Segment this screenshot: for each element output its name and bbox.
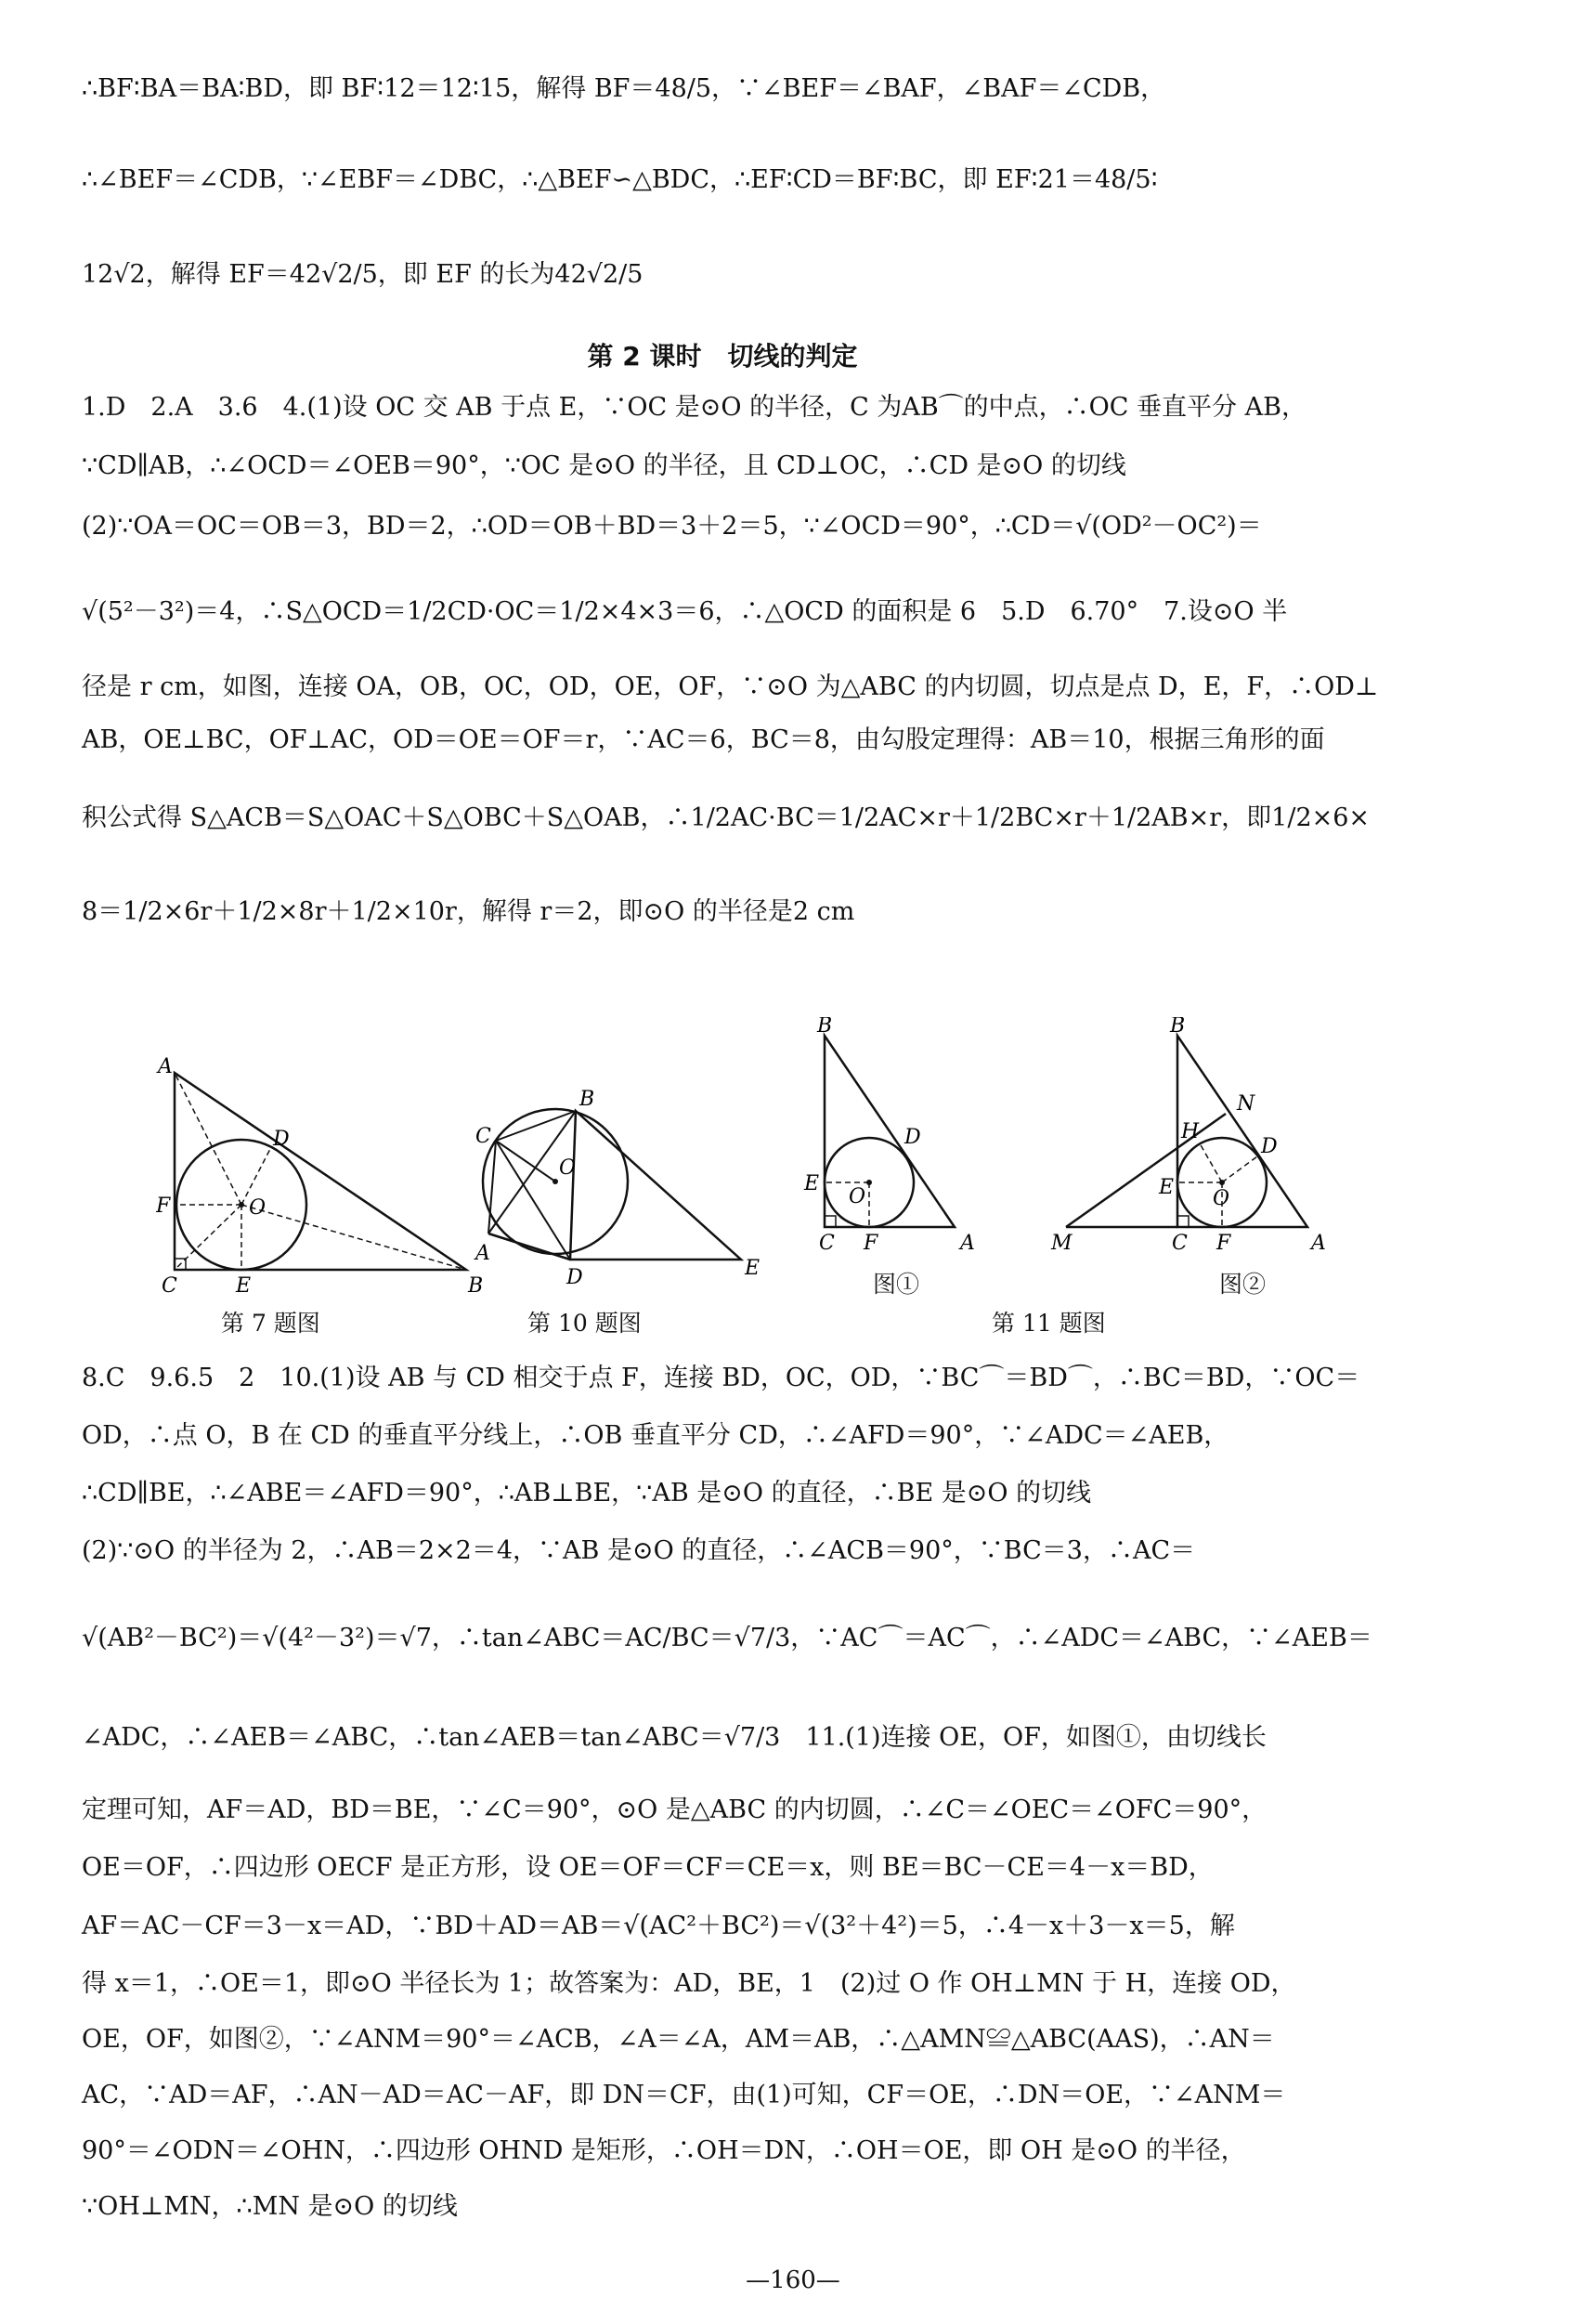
fig11b-label-D: D (1261, 1135, 1278, 1158)
text-line-22: OE，OF，如图②，∵∠ANM＝90°＝∠ACB，∠A＝∠A，AM＝AB，∴△AMN≌△ABC(AAS)，∴AN＝ (82, 2025, 1275, 2054)
figure-11-2-caption: 图② (1219, 1271, 1267, 1298)
figure-10 (462, 1077, 825, 1298)
figure-11-1 (797, 1017, 1001, 1293)
text-line-20: AF＝AC－CF＝3－x＝AD，∵BD＋AD＝AB＝√(AC²＋BC²)＝√(3²＋4²)＝5，∴4－x＋3－x＝5，解 (82, 1912, 1235, 1940)
fig7-label-O: O (249, 1196, 266, 1220)
fig10-label-C: C (475, 1125, 491, 1148)
text-line-11: 8＝1/2×6r＋1/2×8r＋1/2×10r，解得 r＝2，即⊙O 的半径是2 cm (82, 897, 855, 926)
text-line-23: AC，∵AD＝AF，∴AN－AD＝AC－AF，即 DN＝CF，由(1)可知，CF＝OE，∴DN＝OE，∵∠ANM＝ (82, 2081, 1286, 2109)
fig11b-label-H: H (1181, 1120, 1200, 1143)
text-line-5: ∵CD∥AB，∴∠OCD＝∠OEB＝90°，∵OC 是⊙O 的半径，且 CD⊥OC，∴CD 是⊙O 的切线 (82, 451, 1126, 480)
fig11b-label-B: B (1170, 1017, 1186, 1038)
page-number: —160— (746, 2266, 840, 2294)
text-line-12: 8.C 9.6.5 2 10.(1)设 AB 与 CD 相交于点 F，连接 BD，OC，OD，∵BC⌒＝BD⌒，∴BC＝BD，∵OC＝ (82, 1364, 1360, 1392)
figure-7-caption: 第 7 题图 (221, 1310, 320, 1337)
fig10-label-A: A (475, 1242, 490, 1265)
fig7-label-A: A (158, 1055, 173, 1078)
text-line-21: 得 x＝1，∴OE＝1，即⊙O 半径长为 1；故答案为：AD，BE，1 (2)过 O 作 OH⊥MN 于 H，连接 OD， (82, 1969, 1296, 1998)
fig11a-label-C: C (819, 1232, 835, 1255)
fig11b-label-E: E (1159, 1176, 1175, 1199)
fig7-label-D: D (273, 1128, 290, 1151)
figure-7 (156, 1054, 490, 1302)
fig11b-label-C: C (1172, 1232, 1188, 1255)
fig7-label-E: E (236, 1274, 252, 1296)
text-line-10: 积公式得 S△ACB＝S△OAC＋S△OBC＋S△OAB，∴1/2AC·BC＝1/2AC×r＋1/2BC×r＋1/2AB×r，即1/2×6× (82, 803, 1371, 832)
text-line-13: OD，∴点 O，B 在 CD 的垂直平分线上，∴OB 垂直平分 CD，∴∠AFD＝90°，∵∠ADC＝∠AEB， (82, 1421, 1229, 1450)
fig11a-label-D: D (904, 1126, 921, 1149)
text-line-24: 90°＝∠ODN＝∠OHN，∴四边形 OHND 是矩形，∴OH＝DN，∴OH＝OE，即 OH 是⊙O 的半径， (82, 2136, 1246, 2165)
fig7-label-B: B (468, 1274, 484, 1296)
text-line-3: 12√2，解得 EF＝42√2/5，即 EF 的长为42√2/5 (82, 260, 644, 289)
fig11a-label-O: O (849, 1185, 866, 1208)
text-line-9: AB，OE⊥BC，OF⊥AC，OD＝OE＝OF＝r，∵AC＝6，BC＝8，由勾股定理得：AB＝10，根据三角形的面 (82, 725, 1325, 754)
text-line-15: (2)∵⊙O 的半径为 2，∴AB＝2×2＝4，∵AB 是⊙O 的直径，∴∠ACB＝90°，∵BC＝3，∴AC＝ (82, 1536, 1196, 1565)
text-line-16: √(AB²－BC²)＝√(4²－3²)＝√7，∴tan∠ABC＝AC/BC＝√7/3，∵AC⌒＝AC⌒，∴∠ADC＝∠ABC，∵∠AEB＝ (82, 1624, 1372, 1652)
fig11a-label-E: E (804, 1172, 820, 1195)
fig10-label-E: E (745, 1257, 760, 1280)
fig11b-label-O: O (1213, 1187, 1230, 1210)
text-line-17: ∠ADC，∴∠AEB＝∠ABC，∴tan∠AEB＝tan∠ABC＝√7/3 11.(1)连接 OE，OF，如图①，由切线长 (82, 1723, 1267, 1752)
fig10-label-D: D (566, 1266, 583, 1289)
text-line-8: 径是 r cm，如图，连接 OA，OB，OC，OD，OE，OF，∵⊙O 为△ABC 的内切圆，切点是点 D，E，F，∴OD⊥ (82, 672, 1379, 701)
fig11b-label-F: F (1216, 1232, 1231, 1255)
text-line-2: ∴∠BEF＝∠CDB，∵∠EBF＝∠DBC，∴△BEF∽△BDC，∴EF∶CD＝BF∶BC，即 EF∶21＝48/5∶ (82, 165, 1158, 194)
text-line-4: 1.D 2.A 3.6 4.(1)设 OC 交 AB 于点 E，∵OC 是⊙O 的半径，C 为AB⌒的中点，∴OC 垂直平分 AB， (82, 393, 1306, 422)
fig11b-label-M: M (1051, 1232, 1072, 1255)
fig7-label-F: F (156, 1195, 171, 1218)
figure-11-2 (1038, 1017, 1326, 1293)
fig11a-label-F: F (864, 1232, 878, 1255)
fig11a-label-A: A (960, 1232, 975, 1255)
fig11a-label-B: B (817, 1017, 833, 1038)
text-line-6: (2)∵OA＝OC＝OB＝3，BD＝2，∴OD＝OB＋BD＝3＋2＝5，∵∠OCD＝90°，∴CD＝√(OD²－OC²)＝ (82, 512, 1262, 541)
fig10-label-B: B (579, 1088, 595, 1111)
text-line-14: ∴CD∥BE，∴∠ABE＝∠AFD＝90°，∴AB⊥BE，∵AB 是⊙O 的直径，∴BE 是⊙O 的切线 (82, 1479, 1092, 1508)
fig11b-label-A: A (1311, 1232, 1326, 1255)
fig7-label-C: C (162, 1274, 177, 1296)
section-heading: 第 2 课时 切线的判定 (587, 341, 858, 372)
figure-11-caption: 第 11 题图 (992, 1310, 1106, 1337)
figure-11-1-caption: 图① (873, 1271, 920, 1298)
text-line-1: ∴BF∶BA＝BA∶BD，即 BF∶12＝12∶15，解得 BF＝48/5，∵∠BEF＝∠BAF，∠BAF＝∠CDB， (82, 74, 1166, 103)
text-line-7: √(5²－3²)＝4，∴S△OCD＝1/2CD·OC＝1/2×4×3＝6，∴△OCD 的面积是 6 5.D 6.70° 7.设⊙O 半 (82, 597, 1288, 626)
figure-10-caption: 第 10 题图 (527, 1310, 642, 1337)
text-line-25: ∵OH⊥MN，∴MN 是⊙O 的切线 (82, 2192, 458, 2221)
fig10-label-O: O (559, 1156, 577, 1180)
text-line-19: OE＝OF，∴四边形 OECF 是正方形，设 OE＝OF＝CF＝CE＝x，则 BE＝BC－CE＝4－x＝BD， (82, 1853, 1214, 1882)
fig11b-label-N: N (1237, 1092, 1255, 1116)
text-line-18: 定理可知，AF＝AD，BD＝BE，∵∠C＝90°，⊙O 是△ABC 的内切圆，∴∠C＝∠OEC＝∠OFC＝90°， (82, 1795, 1268, 1824)
